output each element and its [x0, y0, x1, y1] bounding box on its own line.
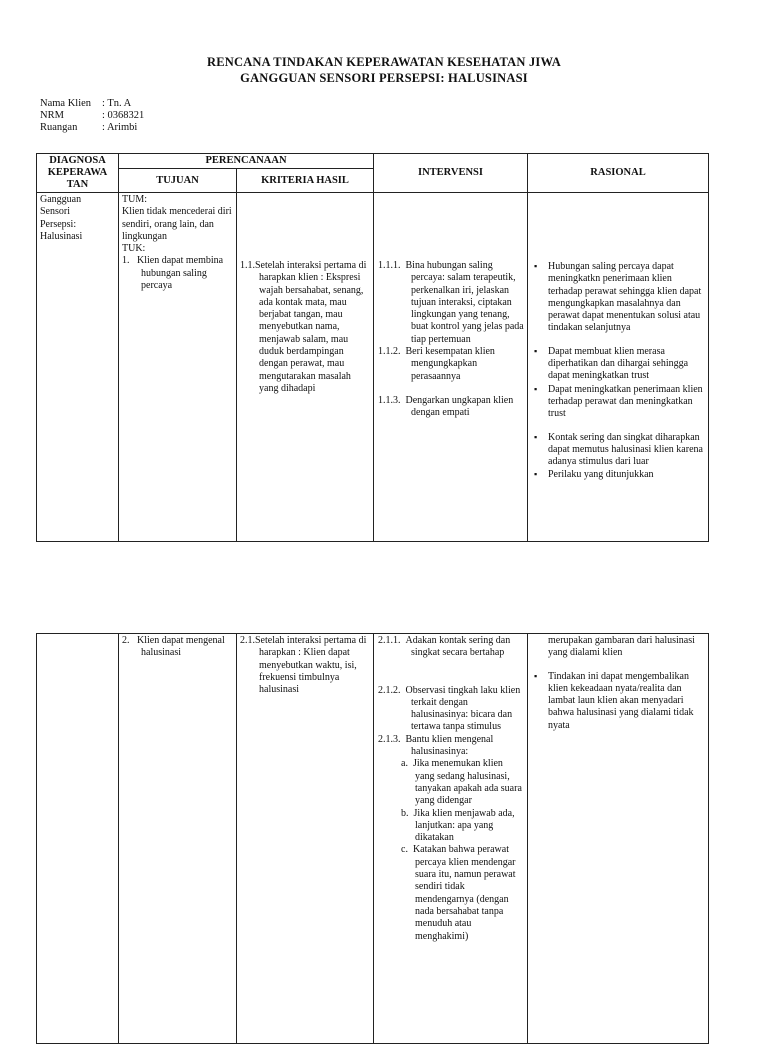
patient-room-row: [40, 122, 144, 134]
rasional-item: ▪ Perilaku yang ditunjukkan: [531, 468, 705, 481]
diagnosa-cell: [37, 193, 119, 542]
header-kriteria-hasil: KRITERIA HASIL: [237, 169, 374, 193]
patient-nrm-value: : 0368321: [102, 110, 145, 121]
diagnosa-line: Halusinasi: [40, 230, 83, 242]
care-plan-table-page2: [36, 633, 709, 1044]
header-intervensi: INTERVENSI: [374, 154, 528, 193]
patient-room-value: : Arimbi: [102, 122, 138, 133]
tuk-item-1: 1. Klien dapat membina hubungan saling percaya: [122, 255, 224, 292]
rasional-item: ▪ Dapat membuat klien merasa diperhatikan dan dihargai sehingga dapat meningkatkan trust: [531, 345, 705, 383]
patient-nrm-row: [40, 110, 144, 122]
intervensi-1-1-2: 1.1.2. Beri kesempatan klien mengungkapkan perasaannya: [378, 346, 495, 382]
rasional-continuation: merupakan gambaran dari halusinasi yang dialami klien: [548, 635, 695, 659]
intervensi-1-1-1: 1.1.1. Bina hubungan saling percaya: salam terapeutik, perkenalkan iri, jelaskan tujuan interaksi, ciptakan lingkungan yang tenang, buat kontrol yang jelas pada tiap pertemuan: [378, 260, 524, 345]
diagnosa-line: Persepsi:: [40, 218, 77, 230]
rasional-item: ▪ Tindakan ini dapat mengembalikan klien kekeadaan nyata/realita dan lambat laun klien akan menyadari bahwa halusinasi yang dialami tidak nyata: [531, 670, 705, 732]
tum-text: Klien tidak mencederai diri sendiri, orang lain, dan lingkungan: [122, 206, 232, 242]
rasional-cell: [528, 634, 709, 1044]
care-plan-table-page1: [36, 153, 709, 542]
intervensi-2-1-3: 2.1.3. Bantu klien mengenal halusinasinya:: [378, 733, 494, 758]
patient-room-label: Ruangan: [40, 122, 78, 133]
kriteria-item-2-1: 2.1.Setelah interaksi pertama di harapkan : Klien dapat menyebutkan waktu, isi, frekuensi timbulnya halusinasi: [240, 635, 367, 696]
kriteria-cell: [237, 634, 374, 1044]
patient-nrm-label: NRM: [40, 110, 64, 121]
tuk-label: TUK:: [122, 243, 146, 255]
diagnosa-cell-empty: [37, 634, 119, 1044]
tujuan-cell: [119, 634, 237, 1044]
header-tujuan: TUJUAN: [119, 169, 237, 193]
intervensi-cell: [374, 193, 528, 542]
kriteria-cell: [237, 193, 374, 542]
patient-info: [40, 98, 144, 134]
patient-name-row: [40, 98, 144, 110]
intervensi-sub-a: a. Jika menemukan klien yang sedang halusinasi, tanyakan apakah ada suara yang didengar: [401, 758, 522, 807]
patient-name-value: : Tn. A: [102, 98, 132, 109]
header-perencanaan: PERENCANAAN: [119, 154, 374, 169]
rasional-item: ▪ Hubungan saling percaya dapat meningkatkn penerimaan klien terhadap perawat sehingga klien dapat mengungkapkan masalahnya dan perawat dapat menentukan solusi atau tindakan selanjutnya: [531, 260, 705, 335]
intervensi-sub-b: b. Jika klien menjawab ada, lanjutkan: apa yang dikatakan: [401, 807, 515, 844]
header-diagnosa: DIAGNOSA KEPERAWA TAN: [37, 154, 119, 193]
tum-label: TUM:: [122, 194, 147, 205]
intervensi-2-1-2: 2.1.2. Observasi tingkah laku klien terkait dengan halusinasinya: bicara dan tertawa tanpa stimulus: [378, 684, 521, 733]
tuk-item-2: 2. Klien dapat mengenal halusinasi: [122, 635, 225, 659]
rasional-item: ▪ Dapat meningkatkan penerimaan klien terhadap perawat dan meningkatkan trust: [531, 383, 705, 421]
patient-name-label: Nama Klien: [40, 98, 92, 109]
document-title-1: RENCANA TINDAKAN KEPERAWATAN KESEHATAN JIWA: [206, 55, 562, 69]
tujuan-cell: [119, 193, 237, 542]
intervensi-cell: [374, 634, 528, 1044]
intervensi-2-1-1: 2.1.1. Adakan kontak sering dan singkat secara bertahap: [378, 635, 511, 659]
diagnosa-line: Sensori: [40, 206, 70, 218]
header-rasional: RASIONAL: [528, 154, 709, 193]
rasional-cell: [528, 193, 709, 542]
kriteria-item-1-1: 1.1.Setelah interaksi pertama di harapkan klien : Ekspresi wajah bersahabat, senang, ada kontak mata, mau berjabat tangan, mau menyebutkan nama, menjawab salam, mau duduk berdampingan dengan perawat, mau mengutarakan masalah yang dihadapi: [240, 260, 367, 394]
rasional-item: ▪ Kontak sering dan singkat diharapkan dapat memutus halusinasi klien karena adanya stimulus dari luar: [531, 431, 705, 469]
document-title-2: GANGGUAN SENSORI PERSEPSI: HALUSINASI: [240, 71, 528, 85]
intervensi-sub-c: c. Katakan bahwa perawat percaya klien mendengar suara itu, namun perawat sendiri tidak mendengarnya (dengan nada bersahabat tanpa menuduh atau menghakimi): [401, 844, 516, 942]
intervensi-1-1-3: 1.1.3. Dengarkan ungkapan klien dengan empati: [378, 394, 514, 419]
diagnosa-line: Gangguan: [40, 194, 82, 205]
